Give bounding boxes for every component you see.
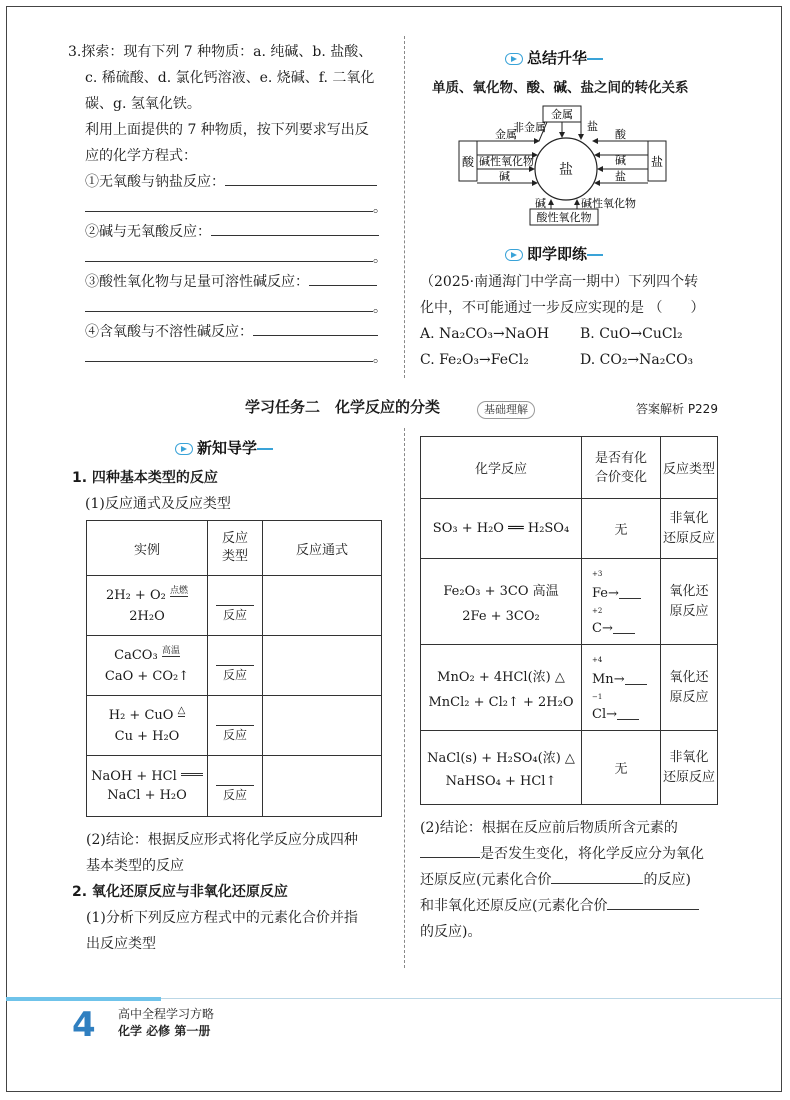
- table-row: [421, 645, 718, 731]
- text: 的反应): [643, 872, 691, 888]
- diagram-left-label-4: 碱: [499, 170, 510, 183]
- table-row: [87, 696, 382, 756]
- q3-item-3-cont: [85, 296, 387, 320]
- answer-blank[interactable]: [225, 171, 377, 186]
- col-header-type: 反应 类型: [208, 521, 263, 576]
- newknow-banner-text: 新知导学: [197, 439, 258, 457]
- q3-item-4-cont: [85, 346, 387, 370]
- arrow-icon: →: [608, 585, 619, 601]
- eq-right: NaCl + H₂O: [107, 788, 187, 803]
- reaction-types-table: [86, 520, 382, 817]
- table-row: [421, 559, 718, 645]
- type-suffix: 反应: [222, 607, 247, 622]
- conversion-diagram: [455, 103, 667, 227]
- answer-blank[interactable]: [617, 709, 639, 720]
- answer-blank[interactable]: [85, 197, 373, 212]
- type-cell: [208, 636, 263, 696]
- answer-blank[interactable]: [607, 895, 699, 910]
- right-conclusion-1: (2)结论：根据在反应前后物质所含元素的: [420, 820, 678, 836]
- footer-rule: [161, 998, 781, 999]
- right-conclusion-5: 的反应)。: [420, 924, 482, 940]
- diagram-right-label-2: 酸: [615, 128, 626, 141]
- eq-line-1: NaCl(s) + H₂SO₄(浓) △: [427, 750, 575, 766]
- answer-blank[interactable]: [85, 247, 373, 262]
- type-suffix: 反应: [222, 727, 247, 742]
- element: Fe: [592, 585, 609, 601]
- reaction-cell: [421, 645, 582, 731]
- diagram-left-label-2: 非金属: [513, 121, 546, 134]
- eq-left: H₂ + CuO: [108, 707, 174, 723]
- type-cell: [208, 756, 263, 817]
- answer-blank[interactable]: [420, 843, 480, 858]
- q3-item-4-label: ④含氧酸与不溶性碱反应：: [85, 324, 253, 340]
- section-2-sub-2: 出反应类型: [86, 936, 156, 952]
- answer-blank[interactable]: [216, 769, 254, 786]
- condition: 高温: [161, 645, 180, 656]
- valence-cell: 无: [582, 499, 661, 559]
- q3-item-3: [85, 270, 377, 294]
- valence-cell: [582, 645, 661, 731]
- element: Mn: [592, 671, 614, 687]
- answer-blank[interactable]: [85, 297, 373, 312]
- answer-blank[interactable]: [551, 869, 643, 884]
- option-b[interactable]: B. CuO→CuCl₂: [580, 326, 683, 342]
- col-header-reaction: 化学反应: [421, 437, 582, 499]
- valence-sup: −1: [592, 692, 603, 701]
- diagram-left-label-3: 碱性氧化物: [479, 155, 534, 168]
- eq-left: NaOH + HCl: [91, 769, 177, 784]
- task-tag: [477, 398, 535, 419]
- equals-sign: [181, 773, 203, 776]
- answer-blank[interactable]: [85, 347, 373, 362]
- eq-right: Cu + H₂O: [114, 728, 180, 744]
- type-cell: 氧化还 原反应: [661, 559, 718, 645]
- summary-banner: [505, 47, 603, 69]
- formula-cell[interactable]: [263, 756, 382, 817]
- newknow-banner: [175, 437, 273, 459]
- q3-line-5: 应的化学方程式：: [85, 148, 197, 164]
- condition: 点燃: [169, 585, 188, 596]
- valence-cell: [582, 559, 661, 645]
- table-row: [421, 499, 718, 559]
- practice-line-2: 化中，不可能通过一步反应实现的是 （ ）: [420, 300, 705, 316]
- col-header-valence: 是否有化 合价变化: [582, 437, 661, 499]
- banner-line: [257, 448, 273, 450]
- col-header-example: 实例: [87, 521, 208, 576]
- summary-banner-text: 总结升华: [527, 49, 588, 67]
- summary-subtitle: 单质、氧化物、酸、碱、盐之间的转化关系: [432, 80, 689, 96]
- option-a[interactable]: A. Na₂CO₃→NaOH: [420, 326, 550, 342]
- answer-blank[interactable]: [216, 589, 254, 606]
- q3-item-2-cont: [85, 246, 387, 270]
- diagram-top-box: 金属: [551, 108, 573, 121]
- answer-blank[interactable]: [619, 588, 641, 599]
- diagram-right-label-4: 盐: [615, 170, 626, 183]
- type-suffix: 反应: [222, 667, 247, 682]
- q3-item-3-label: ③酸性氧化物与足量可溶性碱反应：: [85, 274, 309, 290]
- valence-cell: 无: [582, 731, 661, 805]
- reaction-cell: [421, 559, 582, 645]
- diagram-left-box: 酸: [461, 155, 475, 169]
- footer-accent-bar: [6, 997, 161, 1001]
- example-cell: [87, 576, 208, 636]
- type-cell: [208, 696, 263, 756]
- answer-blank[interactable]: [211, 221, 379, 236]
- answer-blank[interactable]: [216, 709, 254, 726]
- banner-line: [587, 254, 603, 256]
- eq-line-2: 2Fe + 3CO₂: [462, 608, 540, 624]
- answer-blank[interactable]: [253, 321, 378, 336]
- q3-item-1-label: ①无氧酸与钠盐反应：: [85, 174, 225, 190]
- diagram-right-label-3: 碱: [615, 154, 626, 167]
- conclusion-line-1: (2)结论：根据反应形式将化学反应分成四种: [86, 832, 358, 848]
- eq-right: CaO + CO₂↑: [104, 668, 190, 684]
- eq-line-2: MnCl₂ + Cl₂↑ + 2H₂O: [428, 694, 574, 710]
- section-2-heading: 2. 氧化还原反应与非氧化还原反应: [72, 884, 288, 900]
- diagram-bottom-box: 酸性氧化物: [536, 211, 592, 224]
- page-number: 4: [72, 1005, 96, 1045]
- right-conclusion-3: [420, 868, 691, 892]
- period: 。: [373, 200, 387, 216]
- type-cell: [208, 576, 263, 636]
- period: 。: [373, 250, 387, 266]
- play-icon: [505, 249, 523, 261]
- section-1-sub: (1)反应通式及反应类型: [85, 496, 231, 512]
- answer-reference: 答案解析 P229: [636, 402, 718, 416]
- eq-line-2: NaHSO₄ + HCl↑: [445, 773, 557, 789]
- col-header-formula: 反应通式: [263, 521, 382, 576]
- reaction-cell: SO₃ + H₂O ══ H₂SO₄: [421, 499, 582, 559]
- period: 。: [373, 300, 387, 316]
- column-divider: [404, 428, 405, 968]
- table-row: [421, 731, 718, 805]
- q3-item-2-label: ②碱与无氧酸反应：: [85, 224, 211, 240]
- eq-right: 2H₂O: [129, 608, 165, 624]
- arrow-icon: →: [601, 620, 613, 636]
- diagram-left-label-1: 金属: [495, 128, 517, 141]
- diagram-bottom-label-1: 碱: [535, 197, 546, 210]
- eq-line-1: Fe₂O₃ + 3CO 高温: [443, 583, 559, 599]
- valence-sup: +3: [592, 570, 603, 579]
- text: 还原反应(元素化合价: [420, 872, 552, 888]
- valence-sup: +4: [592, 656, 603, 665]
- q3-item-1: [85, 170, 377, 194]
- table-row: [87, 756, 382, 817]
- q3-line-1: 3.探索：现有下列 7 种物质：a. 纯碱、b. 盐酸、: [68, 44, 373, 60]
- formula-cell[interactable]: [263, 696, 382, 756]
- diagram-right-label-1: 盐: [587, 120, 598, 133]
- task-tag-text: 基础理解: [477, 401, 535, 419]
- type-cell: 非氧化 还原反应: [661, 499, 718, 559]
- element: C: [592, 620, 602, 636]
- eq-left: CaCO₃: [114, 647, 158, 663]
- redox-table: [420, 436, 718, 805]
- q3-item-4: [85, 320, 378, 344]
- q3-item-2: [85, 220, 379, 244]
- table-row: [87, 576, 382, 636]
- q3-item-1-cont: [85, 196, 387, 220]
- table-row: [87, 636, 382, 696]
- option-c[interactable]: C. Fe₂O₃→FeCl₂: [420, 352, 529, 368]
- eq-line-1: MnO₂ + 4HCl(浓) △: [437, 669, 565, 685]
- formula-cell[interactable]: [263, 636, 382, 696]
- task-title: 学习任务二 化学反应的分类: [245, 398, 441, 416]
- q3-line-2: c. 稀硫酸、d. 氯化钙溶液、e. 烧碱、f. 二氧化: [85, 70, 375, 86]
- q3-line-3: 碳、g. 氢氧化铁。: [85, 96, 201, 112]
- conclusion-line-2: 基本类型的反应: [86, 858, 184, 874]
- example-cell: [87, 696, 208, 756]
- footer-book: 化学 必修 第一册: [118, 1024, 211, 1038]
- example-cell: [87, 636, 208, 696]
- valence-sup: +2: [592, 606, 603, 615]
- type-cell: 非氧化 还原反应: [661, 731, 718, 805]
- formula-cell[interactable]: [263, 576, 382, 636]
- type-suffix: 反应: [222, 788, 247, 802]
- answer-blank[interactable]: [625, 674, 647, 685]
- arrow-icon: →: [606, 706, 618, 722]
- example-cell: [87, 756, 208, 817]
- text: 是否发生变化，将化学反应分为氧化: [480, 846, 704, 862]
- answer-blank[interactable]: [216, 649, 254, 666]
- footer-series: 高中全程学习方略: [118, 1007, 215, 1021]
- play-icon: [505, 53, 523, 65]
- section-2-sub-1: (1)分析下列反应方程式中的元素化合价并指: [86, 910, 358, 926]
- practice-banner: [505, 243, 603, 265]
- column-divider: [404, 36, 405, 378]
- answer-blank[interactable]: [613, 623, 635, 634]
- right-conclusion-2: [420, 842, 704, 866]
- section-1-heading: 1. 四种基本类型的反应: [72, 470, 218, 486]
- right-conclusion-4: [420, 894, 699, 918]
- practice-banner-text: 即学即练: [527, 245, 588, 263]
- banner-line: [587, 58, 603, 60]
- text: 和非氧化还原反应(元素化合价: [420, 898, 608, 914]
- reaction-cell: [421, 731, 582, 805]
- period: 。: [373, 350, 387, 366]
- col-header-type: 反应类型: [661, 437, 718, 499]
- diagram-right-box: 盐: [650, 155, 664, 169]
- diagram-bottom-label-2: 碱性氧化物: [581, 197, 636, 210]
- q3-line-4: 利用上面提供的 7 种物质，按下列要求写出反: [85, 122, 369, 138]
- eq-left: 2H₂ + O₂: [105, 587, 166, 603]
- answer-blank[interactable]: [309, 271, 377, 286]
- element: Cl: [592, 706, 607, 722]
- arrow-icon: →: [613, 671, 625, 687]
- play-icon: [175, 443, 193, 455]
- diagram-center: 盐: [559, 162, 573, 178]
- practice-line-1: （2025·南通海门中学高一期中）下列四个转: [420, 274, 699, 290]
- option-d[interactable]: D. CO₂→Na₂CO₃: [580, 352, 694, 368]
- condition: △: [177, 704, 186, 716]
- type-cell: 氧化还 原反应: [661, 645, 718, 731]
